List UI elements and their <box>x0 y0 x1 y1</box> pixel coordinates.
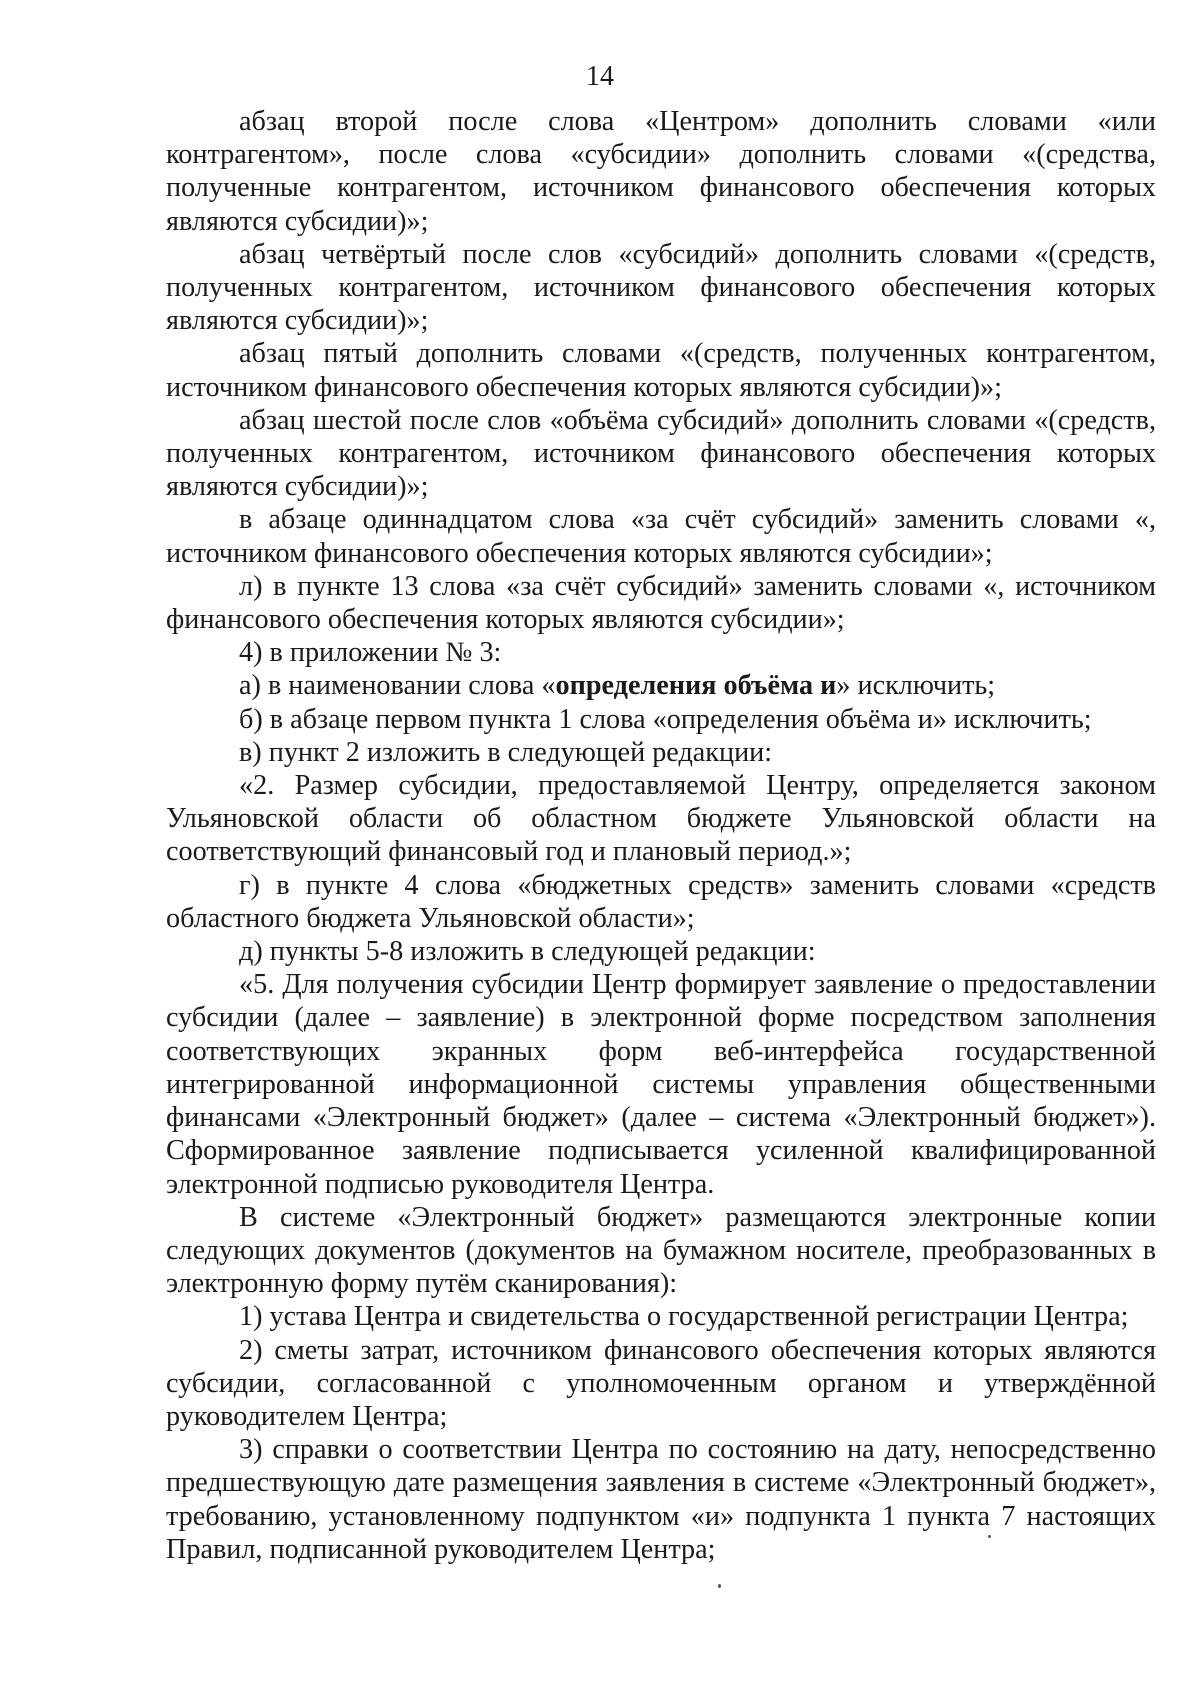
paragraph-13: д) пункты 5-8 изложить в следующей редакции: <box>239 936 816 968</box>
paragraph-10: в) пункт 2 изложить в следующей редакции: <box>239 736 773 768</box>
paragraph-12: г) в пункте 4 слова «бюджетных средств» заменить словами «средств областного бюджета Ульяновской области»; <box>166 869 1156 934</box>
paragraph-9: б) в абзаце первом пункта 1 слова «определения объёма и» исключить; <box>239 703 1092 735</box>
scan-speck <box>988 1535 991 1538</box>
scan-speck <box>718 1584 721 1588</box>
paragraph-7: 4) в приложении № 3: <box>239 637 502 669</box>
paragraph-3: абзац пятый дополнить словами «(средств, полученных контрагентом, источником финансового обеспечения которых являются субсидии)»; <box>166 338 1156 403</box>
paragraph-11: «2. Размер субсидии, предоставляемой Центру, определяется законом Ульяновской области об областном бюджете Ульяновской области на соответствующий финансовый год и плановый период.»; <box>166 770 1156 868</box>
paragraph-1: абзац второй после слова «Центром» дополнить словами «или контрагентом», после слова «субсидии» дополнить словами «(средства, полученные контрагентом, источником финансового обеспечения которых являются субсидии)»; <box>166 106 1156 237</box>
paragraph-8 <box>166 669 1156 702</box>
page-number: 14 <box>586 61 614 92</box>
paragraph-14: «5. Для получения субсидии Центр формирует заявление о предоставлении субсидии (далее – заявление) в электронной форме посредством заполнения соответствующих экранных форм веб-интерфейса государственной интегрированной информационной системы управления общественными финансами «Электронный бюджет» (далее – система «Электронный бюджет»). Сформированное заявление подписывается усиленной квалифицированной электронной подписью руководителя Центра. <box>166 969 1156 1200</box>
document-body <box>166 105 1156 1566</box>
paragraph-16: 1) устава Центра и свидетельства о государственной регистрации Центра; <box>239 1301 1129 1333</box>
paragraph-8-bold-phrase: определения объёма и <box>555 670 837 702</box>
paragraph-17: 2) сметы затрат, источником финансового обеспечения которых являются субсидии, согласованной с уполномоченным органом и утверждённой руководителем Центра; <box>166 1334 1156 1432</box>
paragraph-18: 3) справки о соответствии Центра по состоянию на дату, непосредственно предшествующую дате размещения заявления в системе «Электронный бюджет», требованию, установленному подпунктом «и» подпункта 1 пункта 7 настоящих Правил, подписанной руководителем Центра; <box>166 1434 1156 1565</box>
paragraph-8-before: а) в наименовании слова « <box>239 670 556 702</box>
paragraph-8-after: » исключить; <box>836 670 996 702</box>
paragraph-15: В системе «Электронный бюджет» размещаются электронные копии следующих документов (документов на бумажном носителе, преобразованных в электронную форму путём сканирования): <box>166 1201 1156 1300</box>
paragraph-2: абзац четвёртый после слов «субсидий» дополнить словами «(средств, полученных контрагентом, источником финансового обеспечения которых являются субсидии)»; <box>166 238 1156 337</box>
paragraph-6: л) в пункте 13 слова «за счёт субсидий» заменить словами «, источником финансового обеспечения которых являются субсидии»; <box>166 570 1156 636</box>
paragraph-5: в абзаце одиннадцатом слова «за счёт субсидий» заменить словами «, источником финансового обеспечения которых являются субсидии»; <box>166 504 1156 569</box>
paragraph-4: абзац шестой после слов «объёма субсидий» дополнить словами «(средств, полученных контрагентом, источником финансового обеспечения которых являются субсидии)»; <box>166 404 1156 503</box>
